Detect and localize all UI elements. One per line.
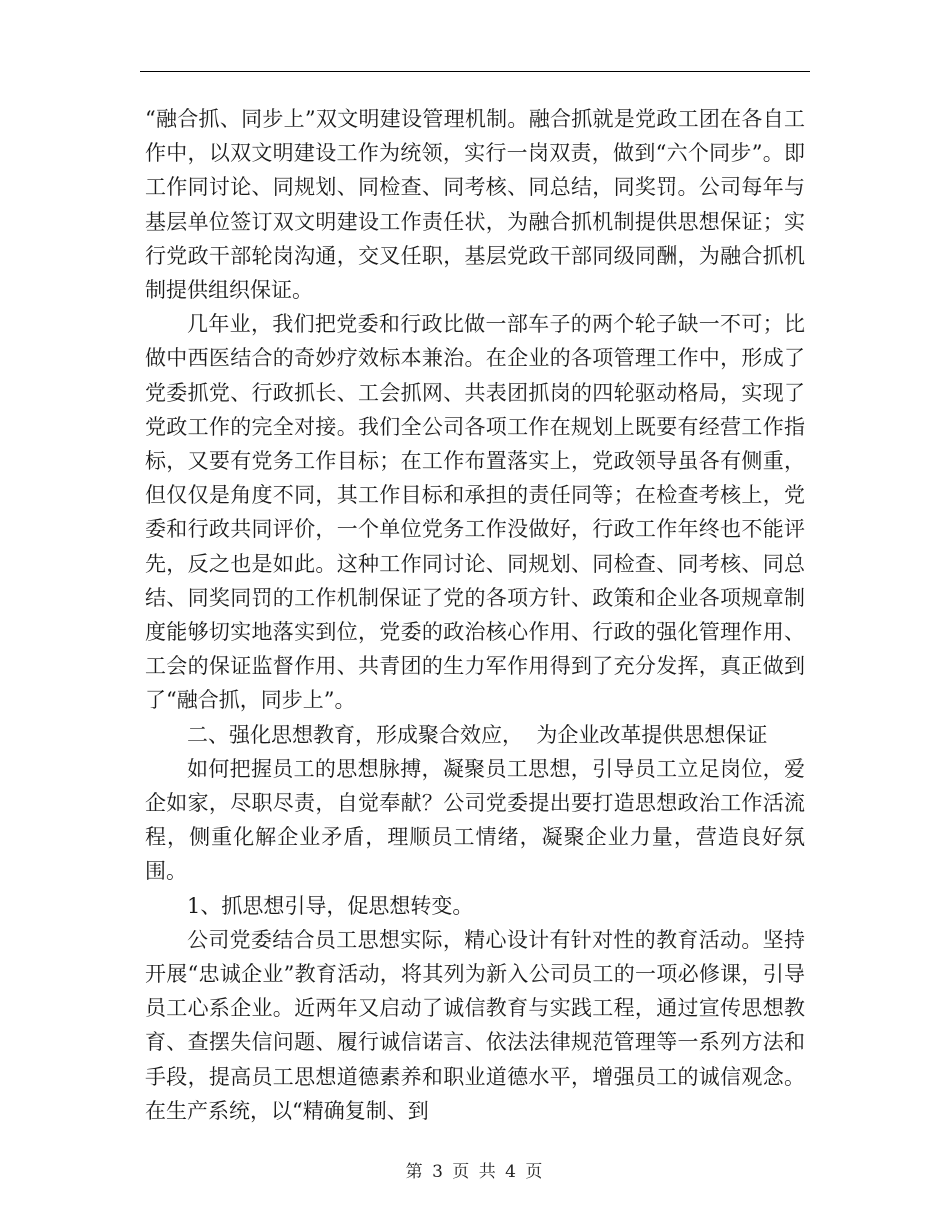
paragraph-3: 如何把握员工的思想脉搏，凝聚员工思想，引导员工立足岗位，爱企如家，尽职尽责，自觉奉献？公司党委提出要打造思想政治工作活流程，侧重化解企业矛盾，理顺员工情绪，凝聚企业力量，营造良好氛围。 bbox=[145, 756, 805, 884]
paragraph-1: “融合抓、同步上”双文明建设管理机制。融合抓就是党政工团在各自工作中，以双文明建设工作为统领，实行一岗双责，做到“六个同步”。即工作同讨论、同规划、同检查、同考核、同总结，同奖罚。公司每年与基层单位签订双文明建设工作责任状，为融合抓机制提供思想保证；实行党政干部轮岗沟通，交叉任职，基层党政干部同级同酬，为融合抓机制提供组织保证。 bbox=[145, 107, 805, 303]
paragraph-4: 公司党委结合员工思想实际，精心设计有针对性的教育活动。坚持开展“忠诚企业”教育活动，将其列为新入公司员工的一项必修课，引导员工心系企业。近两年又启动了诚信教育与实践工程，通过宣传思想教育、查摆失信问题、履行诚信诺言、依法法律规范管理等一系列方法和手段，提高员工思想道德素养和职业道德水平，增强员工的诚信观念。在生产系统，以“精确复制、到 bbox=[145, 927, 805, 1123]
subsection-heading-1: 1、抓思想引导，促思想转变。 bbox=[187, 893, 474, 918]
section-heading-2: 二、强化思想教育，形成聚合效应， 为企业改革提供思想保证 bbox=[187, 722, 768, 747]
header-rule bbox=[140, 71, 810, 72]
page-number-footer: 第 3 页 共 4 页 bbox=[405, 1162, 545, 1182]
paragraph-2: 几年业，我们把党委和行政比做一部车子的两个轮子缺一不可；比做中西医结合的奇妙疗效标本兼治。在企业的各项管理工作中，形成了党委抓党、行政抓长、工会抓网、共表团抓岗的四轮驱动格局，实现了党政工作的完全对接。我们全公司各项工作在规划上既要有经营工作指标，又要有党务工作目标；在工作布置落实上，党政领导虽各有侧重，但仅仅是角度不同，其工作目标和承担的责任同等；在检查考核上，党委和行政共同评价，一个单位党务工作没做好，行政工作年终也不能评先，反之也是如此。这种工作同讨论、同规划、同检查、同考核、同总结、同奖同罚的工作机制保证了党的各项方针、政策和企业各项规章制度能够切实地落实到位，党委的政治核心作用、行政的强化管理作用、工会的保证监督作用、共青团的生力军作用得到了充分发挥，真正做到了“融合抓，同步上”。 bbox=[145, 312, 805, 713]
document-body bbox=[145, 102, 805, 1128]
